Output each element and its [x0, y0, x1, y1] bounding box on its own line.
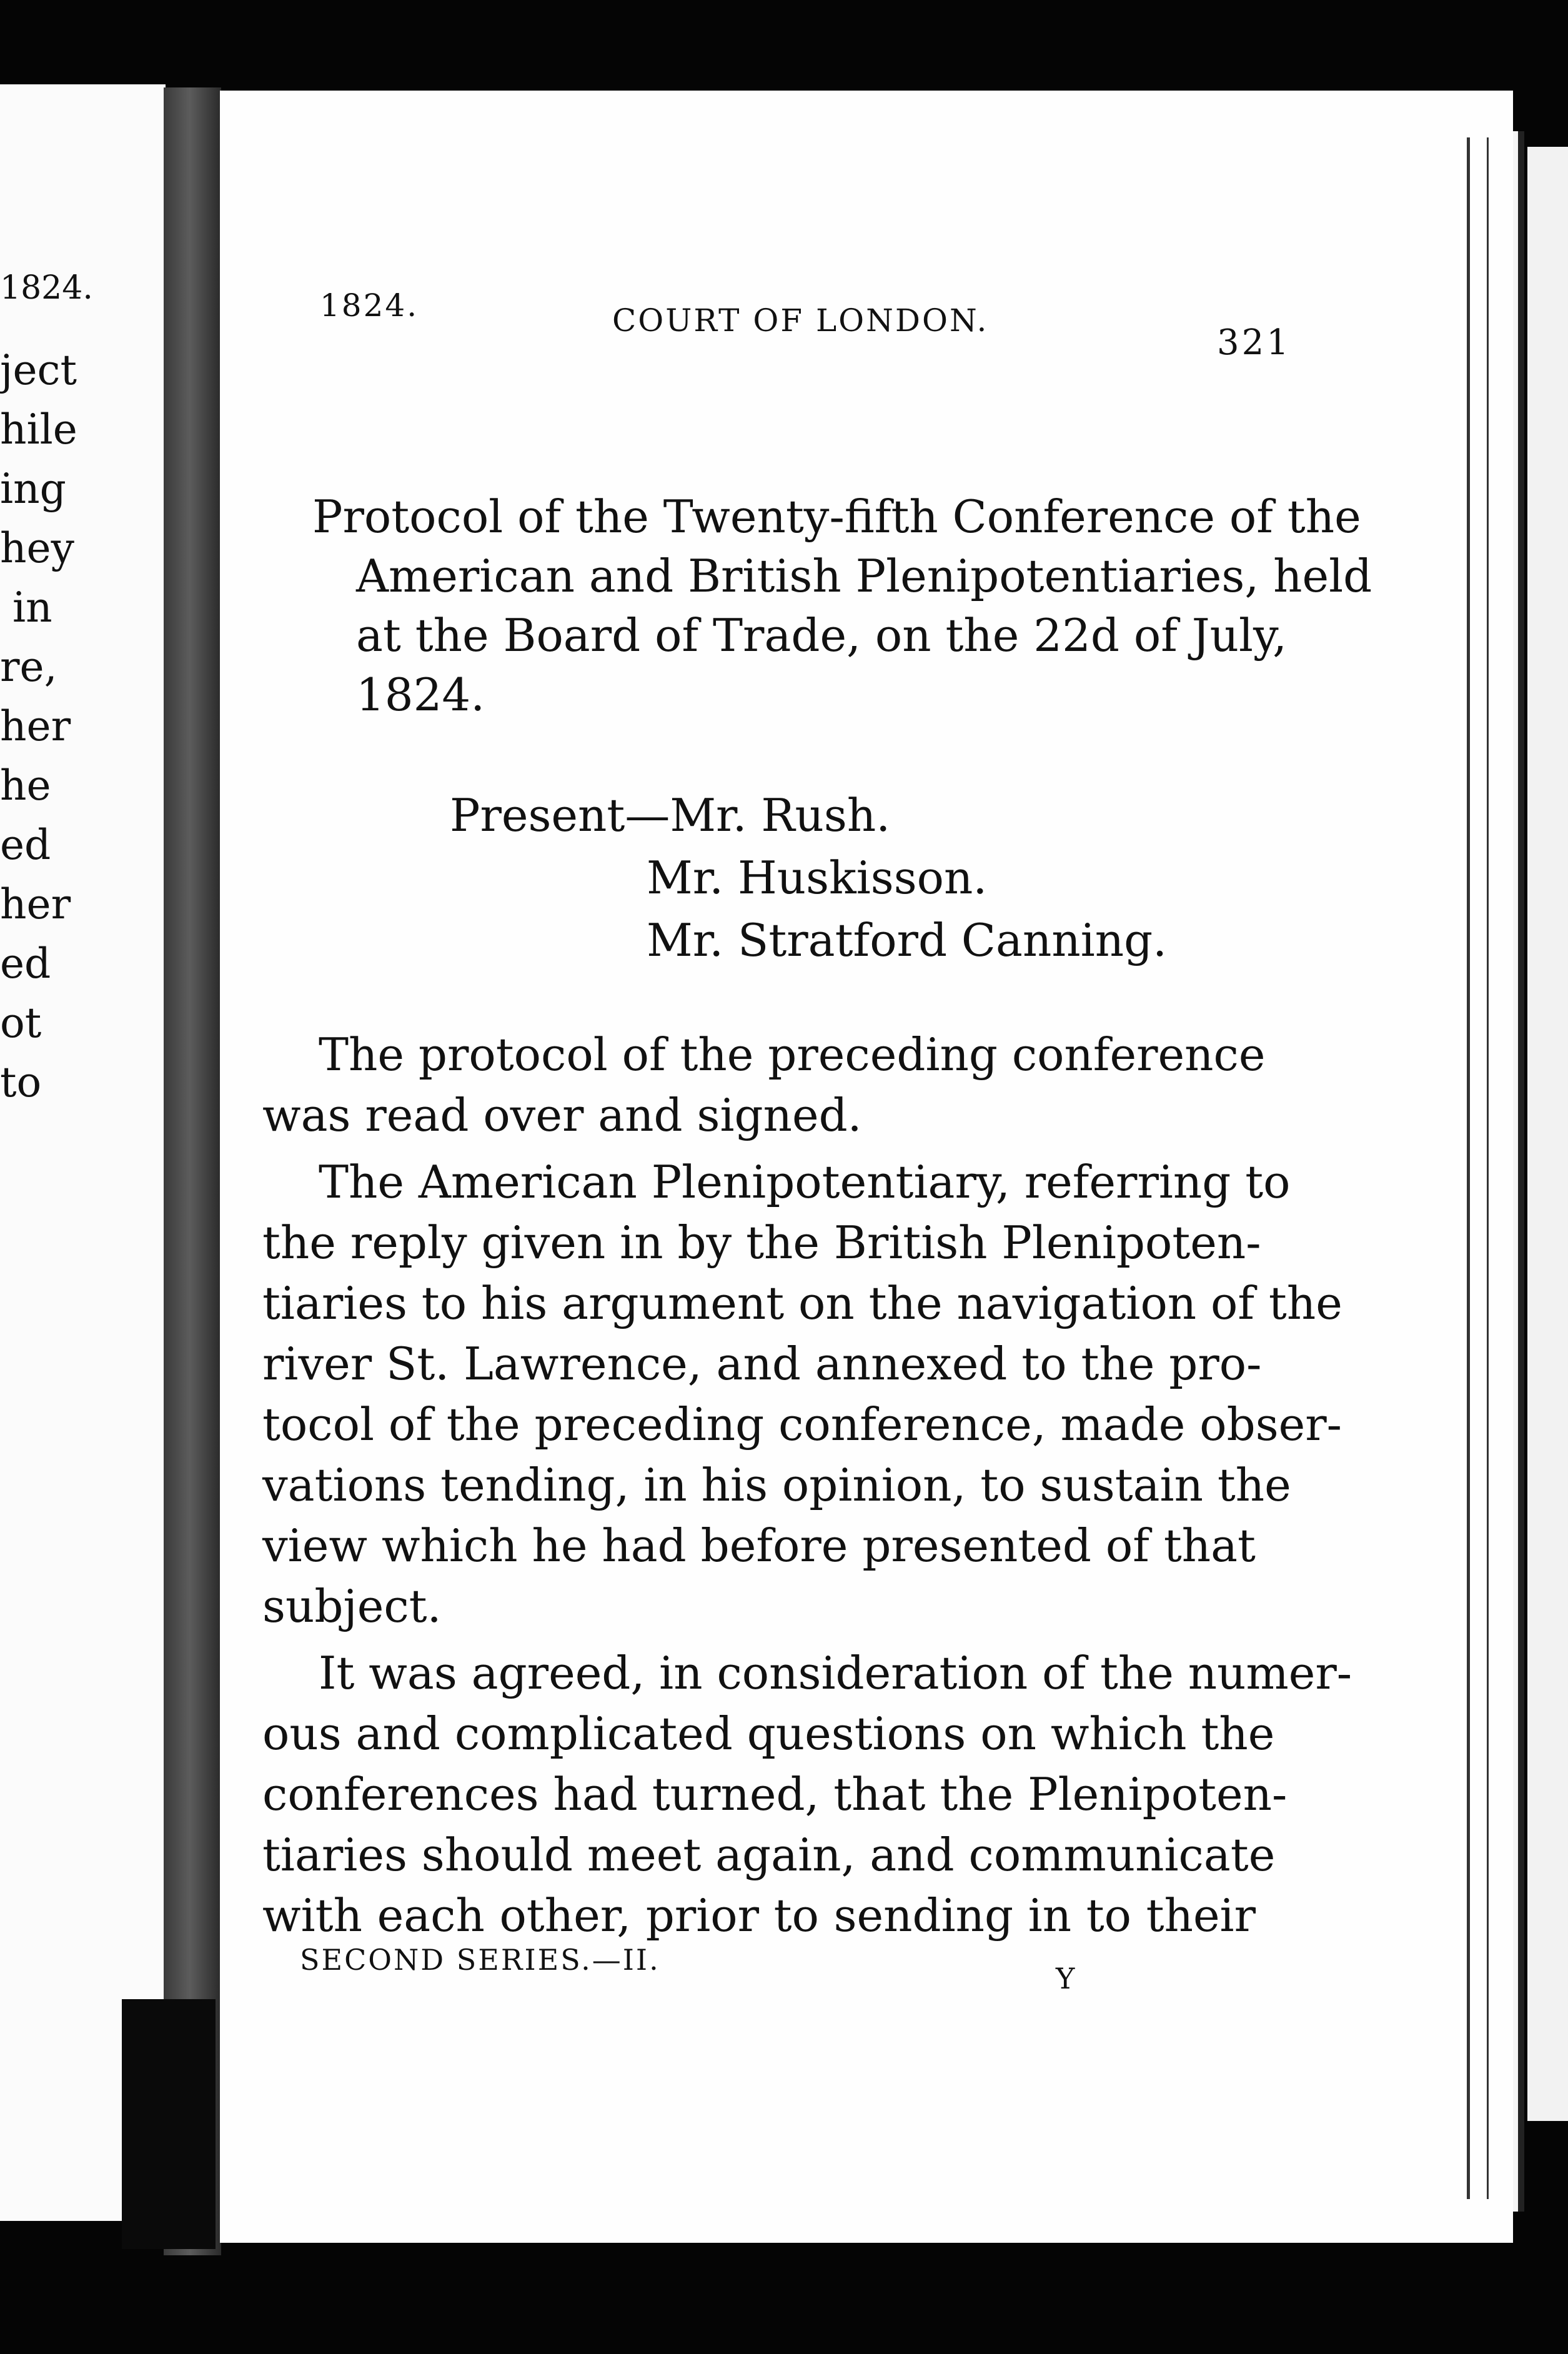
body-line: river St. Lawrence, and annexed to the pro- [262, 1338, 1262, 1390]
title-line: American and British Plenipotentiaries, held [356, 550, 1372, 602]
left-page-line: ed [0, 821, 51, 869]
attendee-line: Present—Mr. Rush. [450, 789, 891, 842]
paragraph [262, 1643, 1352, 1946]
running-title: COURT OF LONDON. [612, 302, 989, 339]
body-line: vations tending, in his opinion, to sustain the [262, 1459, 1291, 1511]
body-line: view which he had before presented of that [262, 1519, 1256, 1572]
title-line: 1824. [356, 668, 485, 721]
attendee-line: Mr. Huskisson. [647, 852, 988, 904]
left-page-line: ject [0, 346, 77, 394]
left-page-line: ed [0, 940, 51, 988]
signature-mark: Y [1056, 1962, 1077, 1995]
protocol-body [262, 1025, 1352, 1946]
body-line: tiaries should meet again, and communicate [262, 1829, 1276, 1881]
page-edge-line [1467, 137, 1470, 2199]
body-line: It was agreed, in consideration of the numer- [319, 1647, 1352, 1699]
left-page-line: ing [0, 465, 66, 513]
body-line: ous and complicated questions on which the [262, 1707, 1275, 1760]
left-page-line: to [0, 1058, 42, 1106]
body-line: The American Plenipotentiary, referring to [319, 1156, 1291, 1208]
left-page-line: her [0, 880, 71, 928]
attendee-line: Mr. Stratford Canning. [647, 914, 1168, 966]
title-line: at the Board of Trade, on the 22d of July, [356, 609, 1287, 662]
paragraph-gap [262, 1146, 1256, 1152]
body-line: with each other, prior to sending in to their [262, 1889, 1256, 1942]
body-line: conferences had turned, that the Plenipoten- [262, 1768, 1288, 1820]
body-line: The protocol of the preceding conference [319, 1028, 1266, 1081]
book-gutter [164, 87, 221, 2255]
left-page-line: re, [0, 643, 57, 691]
title-line: Protocol of the Twenty-fifth Conference of the [312, 490, 1361, 543]
paragraph-gap [262, 1637, 1256, 1643]
protocol-title [312, 487, 1372, 725]
body-line: subject. [262, 1580, 442, 1632]
left-page-line: 1824. [0, 269, 93, 307]
left-page-line: he [0, 762, 51, 810]
attendees-list [450, 784, 1167, 971]
paragraph [262, 1025, 1266, 1146]
next-page-edge [1527, 147, 1568, 2121]
left-page-line: her [0, 702, 71, 750]
body-line: tiaries to his argument on the navigation of the [262, 1277, 1342, 1329]
left-page-line: in [12, 584, 52, 632]
left-page-line: hey [0, 524, 74, 572]
page-number: 321 [1217, 322, 1291, 363]
page-edge-line [1487, 137, 1489, 2199]
left-page-line: ot [0, 999, 42, 1047]
left-page-line: hile [0, 405, 77, 454]
paragraph [262, 1152, 1342, 1637]
body-line: the reply given in by the British Plenipoten- [262, 1216, 1261, 1269]
header-year: 1824. [320, 287, 419, 324]
body-line: was read over and signed. [262, 1089, 862, 1141]
gutter-shadow [122, 1999, 216, 2249]
body-line: tocol of the preceding conference, made obser- [262, 1398, 1342, 1451]
left-page-fragment [0, 84, 166, 2221]
series-footer: SECOND SERIES.—II. [300, 1943, 660, 1977]
